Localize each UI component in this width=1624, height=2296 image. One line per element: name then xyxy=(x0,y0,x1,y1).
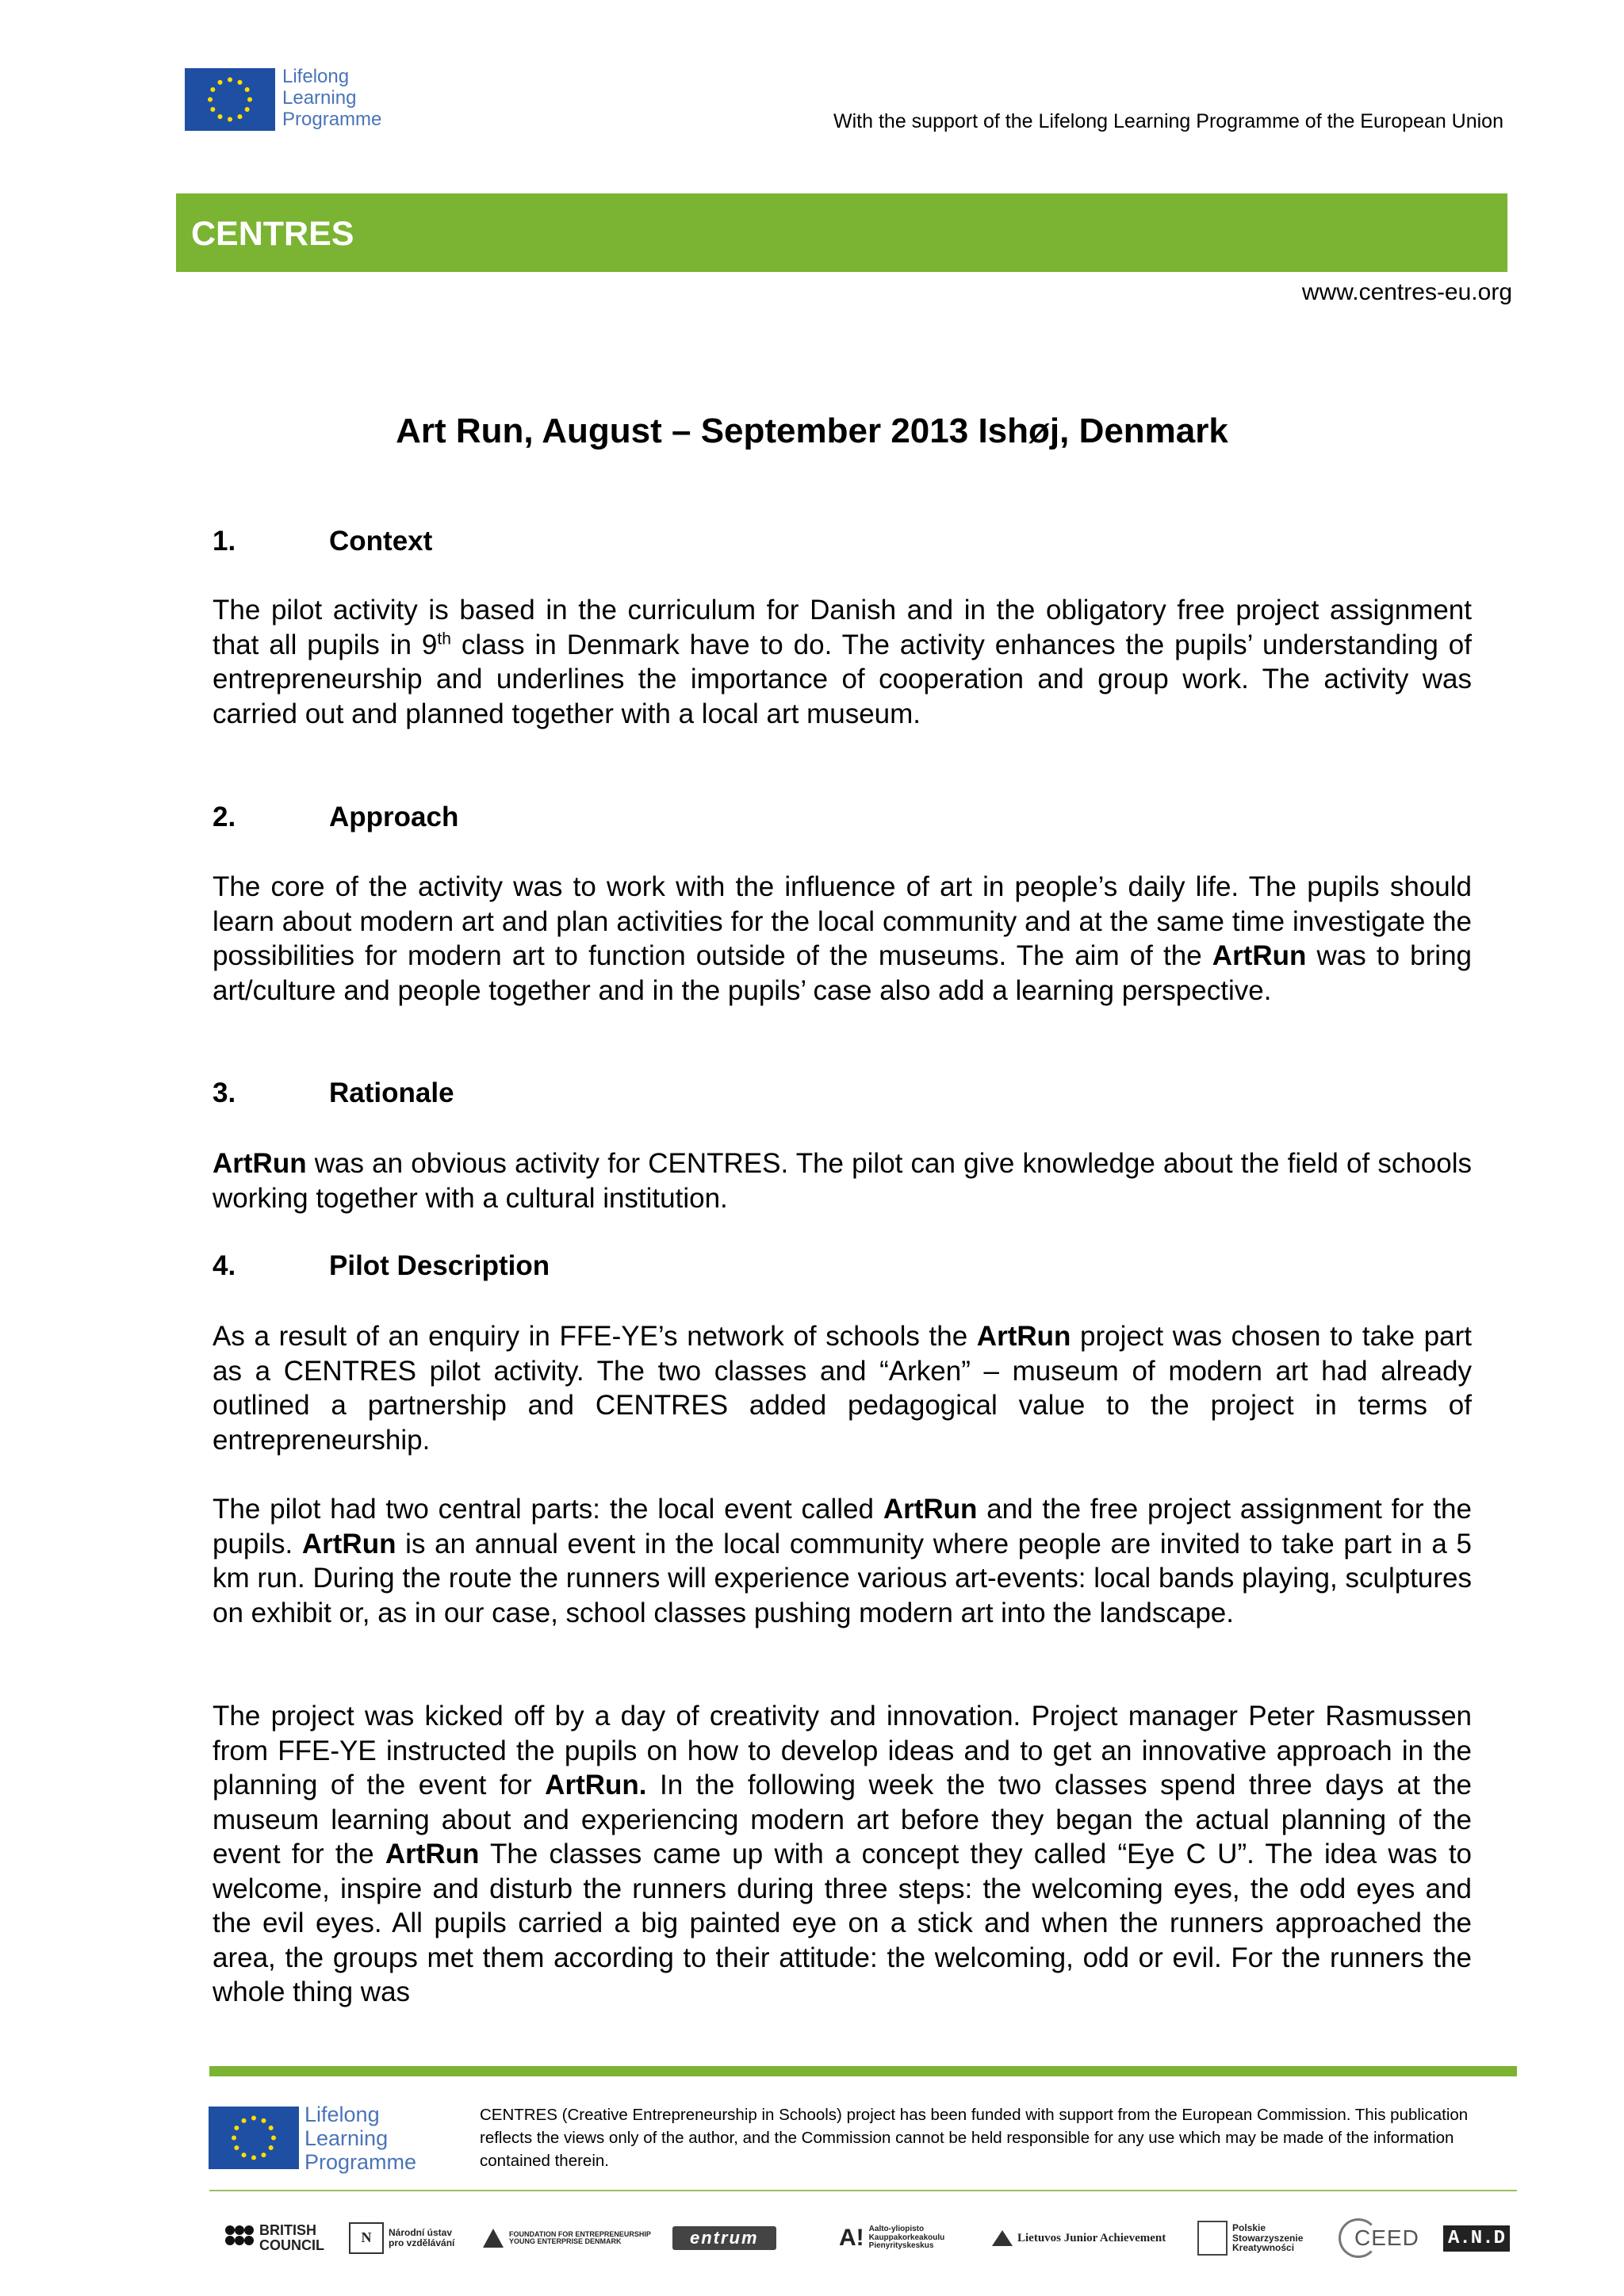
funding-disclaimer: CENTRES (Creative Entrepreneurship in Schools) project has been funded with support from the European Commission. This publication reflects the views only of the author, and the Commission cannot be held responsible for any use which may be made of the information contained therein. xyxy=(480,2106,1469,2170)
eu-star-icon xyxy=(247,98,252,102)
rationale-paragraph: ArtRun was an obvious activity for CENTRES. The pilot can give knowledge about the field of schools working together with a cultural institution. xyxy=(213,1148,1472,1214)
eu-star-icon xyxy=(269,2126,274,2130)
lietuvos-ja-logo: Lietuvos Junior Achievement xyxy=(991,2220,1166,2256)
british-council-dots-icon xyxy=(224,2225,255,2252)
website-link[interactable]: www.centres-eu.org xyxy=(1301,279,1512,305)
section-heading-pilot-description: 4. Pilot Description xyxy=(213,1250,550,1281)
support-statement: With the support of the Lifelong Learning Programme of the European Union xyxy=(833,110,1503,132)
lifelong-learning-logo-text-footer: Lifelong Learning Programme xyxy=(304,2103,417,2175)
section-heading-rationale: 3. Rationale xyxy=(213,1077,454,1108)
eu-star-icon xyxy=(234,2126,239,2130)
document-title: Art Run, August – September 2013 Ishøj, Denmark xyxy=(396,411,1228,450)
eu-star-icon xyxy=(210,107,215,112)
pilot-paragraph-3: The project was kicked off by a day of creativity and innovation. Project manager Peter Rasmussen from FFE-YE instructed the pupils on how to develop ideas and to get an innovative approach in the planning of the event for ArtRun. In the following week the two classes spend three days at the museum learning about and experiencing modern art before they began the actual planning of the event for the ArtRun The classes came up with a concept they called “Eye C U”. The idea was to welcome, inspire and disturb the runners during three steps: the welcoming eyes, the odd eyes and the evil eyes. All pupils carried a big painted eye on a stick and when the runners approached the area, the groups met them according to their attitude: the welcoming, odd or evil. For the runners the whole thing was xyxy=(213,1701,1473,2007)
nuv-mark-icon: N xyxy=(349,2222,384,2254)
pilot-paragraph-1: As a result of an enquiry in FFE-YE’s network of schools the ArtRun project was chosen to take part as a CENTRES pilot activity. The two classes and “Arken” – museum of modern art had already outlined a partnership and CENTRES added pedagogical value to the project in terms of entrepreneurship. xyxy=(213,1321,1472,1456)
eu-star-icon xyxy=(228,78,232,82)
eu-star-icon xyxy=(262,2118,266,2123)
eu-flag-logo-footer xyxy=(209,2107,299,2169)
eu-star-icon xyxy=(251,2156,256,2160)
ja-triangle-icon xyxy=(991,2229,1013,2248)
ffe-triangle-icon xyxy=(482,2227,504,2249)
eu-star-icon xyxy=(228,117,232,122)
british-council-logo: BRITISH COUNCIL xyxy=(224,2220,324,2256)
aalto-logo: A! Aalto-yliopisto Kauppakorkeakoulu Pienyrityskeskus xyxy=(839,2225,945,2251)
lifelong-learning-logo-text: Lifelong Learning Programme xyxy=(282,66,382,130)
eu-star-icon xyxy=(234,2145,239,2150)
section-heading-approach: 2. Approach xyxy=(213,802,459,832)
eu-star-icon xyxy=(245,107,250,112)
project-name: CENTRES xyxy=(191,215,354,253)
project-banner xyxy=(176,193,1507,272)
pilot-paragraph-2: The pilot had two central parts: the local event called ArtRun and the free project assignment for the pupils. ArtRun is an annual event in the local community where people are invited to take part in a 5 km run. During the route the runners will experience various art-events: local bands playing, sculptures on exhibit or, as in our case, school classes pushing modern art into the landscape. xyxy=(213,1494,1472,1628)
eu-star-icon xyxy=(269,2145,274,2150)
psk-logo: Polskie Stowarzyszenie Kreatywności xyxy=(1197,2220,1303,2256)
and-logo: A.N.D xyxy=(1443,2220,1510,2256)
eu-stars-icon xyxy=(185,68,275,131)
eu-flag-logo xyxy=(185,68,275,131)
approach-paragraph: The core of the activity was to work with the influence of art in people’s daily life. The pupils should learn about modern art and plan activities for the local community and at the same time investigate the possibilities for modern art to function outside of the museums. The aim of the ArtRun was to bring art/culture and people together and in the pupils’ case also add a learning perspective. xyxy=(213,871,1472,1006)
eu-star-icon xyxy=(245,87,250,92)
eu-star-icon xyxy=(238,114,243,119)
eu-star-icon xyxy=(242,2118,247,2123)
nuv-logo: N Národní ústav pro vzdělávání xyxy=(349,2220,454,2256)
section-heading-context: 1. Context xyxy=(213,526,433,557)
eu-star-icon xyxy=(238,80,243,85)
eu-star-icon xyxy=(218,114,223,119)
eu-stars-icon xyxy=(209,2107,299,2169)
eu-star-icon xyxy=(232,2136,236,2141)
aalto-mark-icon: A! xyxy=(839,2225,864,2251)
entrum-logo: entrum xyxy=(672,2220,776,2256)
ceed-logo: CEED xyxy=(1339,2220,1419,2256)
footer-thin-divider xyxy=(209,2190,1517,2191)
footer-divider xyxy=(209,2066,1517,2076)
eu-star-icon xyxy=(262,2152,266,2157)
ffe-ye-logo: FOUNDATION FOR ENTREPRENEURSHIP YOUNG ENTERPRISE DENMARK xyxy=(482,2220,651,2256)
eu-star-icon xyxy=(218,80,223,85)
eu-star-icon xyxy=(210,87,215,92)
eu-star-icon xyxy=(271,2136,276,2141)
psk-mark-icon xyxy=(1197,2221,1228,2256)
eu-star-icon xyxy=(208,98,213,102)
context-paragraph: The pilot activity is based in the curriculum for Danish and in the obligatory free project assignment that all pupils in 9th class in Denmark have to do. The activity enhances the pupils’ understanding of entrepreneurship and underlines the importance of cooperation and group work. The activity was carried out and planned together with a local art museum. xyxy=(213,595,1472,729)
eu-star-icon xyxy=(242,2152,247,2157)
eu-star-icon xyxy=(251,2116,256,2121)
